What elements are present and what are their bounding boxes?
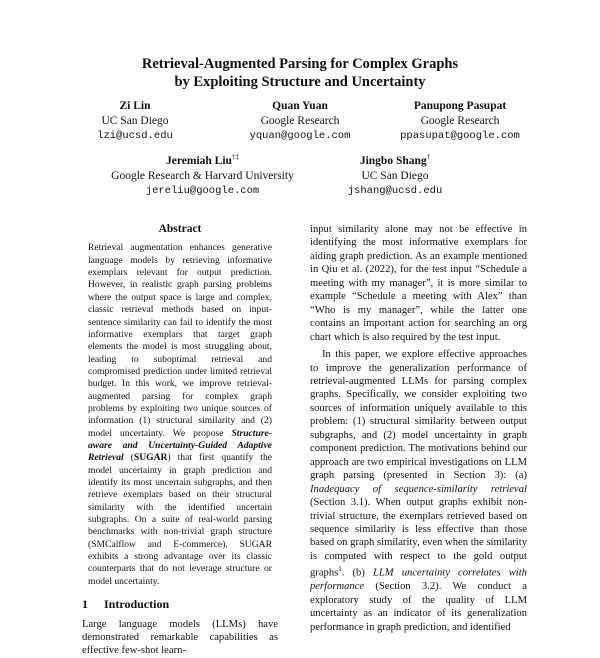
author-email[interactable]: lzi@ucsd.edu <box>97 130 173 142</box>
author-block <box>375 99 545 144</box>
author-affiliation: Google Research <box>420 115 500 127</box>
author-email[interactable]: ppasupat@google.com <box>400 130 520 142</box>
left-column <box>82 223 278 658</box>
intro-text: Large language models (LLMs) have demonstrated remarkable capabilities as effective few-shot learn- <box>82 618 278 657</box>
author-affiliation: Google Research & Harvard University <box>111 169 294 182</box>
title-line-2: by Exploiting Structure and Uncertainty <box>174 74 426 90</box>
method-acronym: SUGAR <box>133 452 168 464</box>
title-line-1: Retrieval-Augmented Parsing for Complex Graphs <box>141 56 459 72</box>
author-name: Zi Lin <box>119 100 151 112</box>
right-column <box>310 223 527 634</box>
author-block <box>325 150 465 199</box>
author-footnote-mark: † <box>426 153 431 161</box>
method-name: Structure-aware and Uncertainty-Guided Adaptive Retrieval <box>88 427 272 464</box>
section-heading-introduction <box>82 598 278 611</box>
author-affiliation: UC San Diego <box>101 115 169 127</box>
author-block <box>60 99 210 144</box>
section-number: 1 <box>82 597 88 612</box>
author-name: Quan Yuan <box>272 100 328 112</box>
paragraph: input similarity alone may not be effective in identifying the most informative exemplars for aiding graph prediction. As an example mentioned in Qiu et al. (2022), for the test input “Schedule a meeting with my manager”, it is more similar to example “Schedule a meeting with Alex” than “Who is my manager”, while the latter one contains an important action for searching an org chart which is also required by the test input. <box>310 224 527 343</box>
abstract-text: Retrieval augmentation enhances generative language models by retrieving informative exemplars relevant for output prediction. However, in realistic graph parsing problems where the output space is large and complex, classic retrieval methods based on input-sentence similarity can fail to identify the most informative exemplars that target graph elements the model is most struggling about, leading to suboptimal retrieval and compromised prediction under limited retrieval budget. In this work, we improve retrieval-augmented parsing for complex graph problems by exploiting two unique sources of information (1) structural similarity and (2) model uncertainty. We propose Structure-aware and Uncertainty-Guided Adaptive Retrieval (SUGAR) that first quantify the model uncertainty in graph prediction and identify its most uncertain subgraphs, and then retrieve exemplars based on their structural similarity with the identified uncertain subgraphs. On a suite of real-world parsing benchmarks with non-trivial graph structure (SMCalflow and E-commerce), SUGAR exhibits a strong advantage over its classic counterparts that do not leverage structure or model uncertainty. <box>88 242 272 587</box>
section-title: Introduction <box>104 597 170 612</box>
footnote-mark[interactable]: 1 <box>338 565 342 574</box>
author-block <box>225 99 375 144</box>
author-name: Jingbo Shang† <box>359 153 431 167</box>
author-name: Jeremiah Liu†‡ <box>166 153 239 167</box>
paragraph: In this paper, we explore effective approaches to improve the generalization performance of retrieval-augmented LLMs for parsing complex graphs. Specifically, we consider exploiting two sources of information uniquely available to this problem: (1) structural similarity between output subgraphs, and (2) model uncertainty in graph component prediction. The motivations behind our approach are two empirical investigations on LLM graph parsing (presented in Section 3): (a) Inadequacy of sequence-similarity retrieval (Section 3.1). When output graphs exhibit non-trivial structure, the exemplars retrieved based on sequence similarity is less effective than those based on graph similarity, even when the similarity is computed with respect to the gold output graphs$^1$. (b) LLM uncertainty correlates with performance (Section 3.2). We conduct a exploratory study of the quality of LLM uncertainty as an indicator of its generalization performance in graph prediction, and identified <box>310 349 527 633</box>
emphasis: Inadequacy of sequence-similarity retrieval <box>310 483 527 495</box>
author-email[interactable]: yquan@google.com <box>249 130 351 142</box>
author-name: Panupong Pasupat <box>413 100 507 112</box>
author-email[interactable]: jshang@ucsd.edu <box>347 184 443 197</box>
emphasis: LLM uncertainty correlates with performance <box>310 567 527 593</box>
abstract-heading: Abstract <box>158 223 202 235</box>
author-block <box>95 150 310 199</box>
paper-title <box>0 55 600 91</box>
author-email[interactable]: jereliu@google.com <box>145 184 260 197</box>
author-footnote-mark: †‡ <box>231 153 239 161</box>
author-affiliation: UC San Diego <box>361 169 429 182</box>
author-affiliation: Google Research <box>260 115 340 127</box>
